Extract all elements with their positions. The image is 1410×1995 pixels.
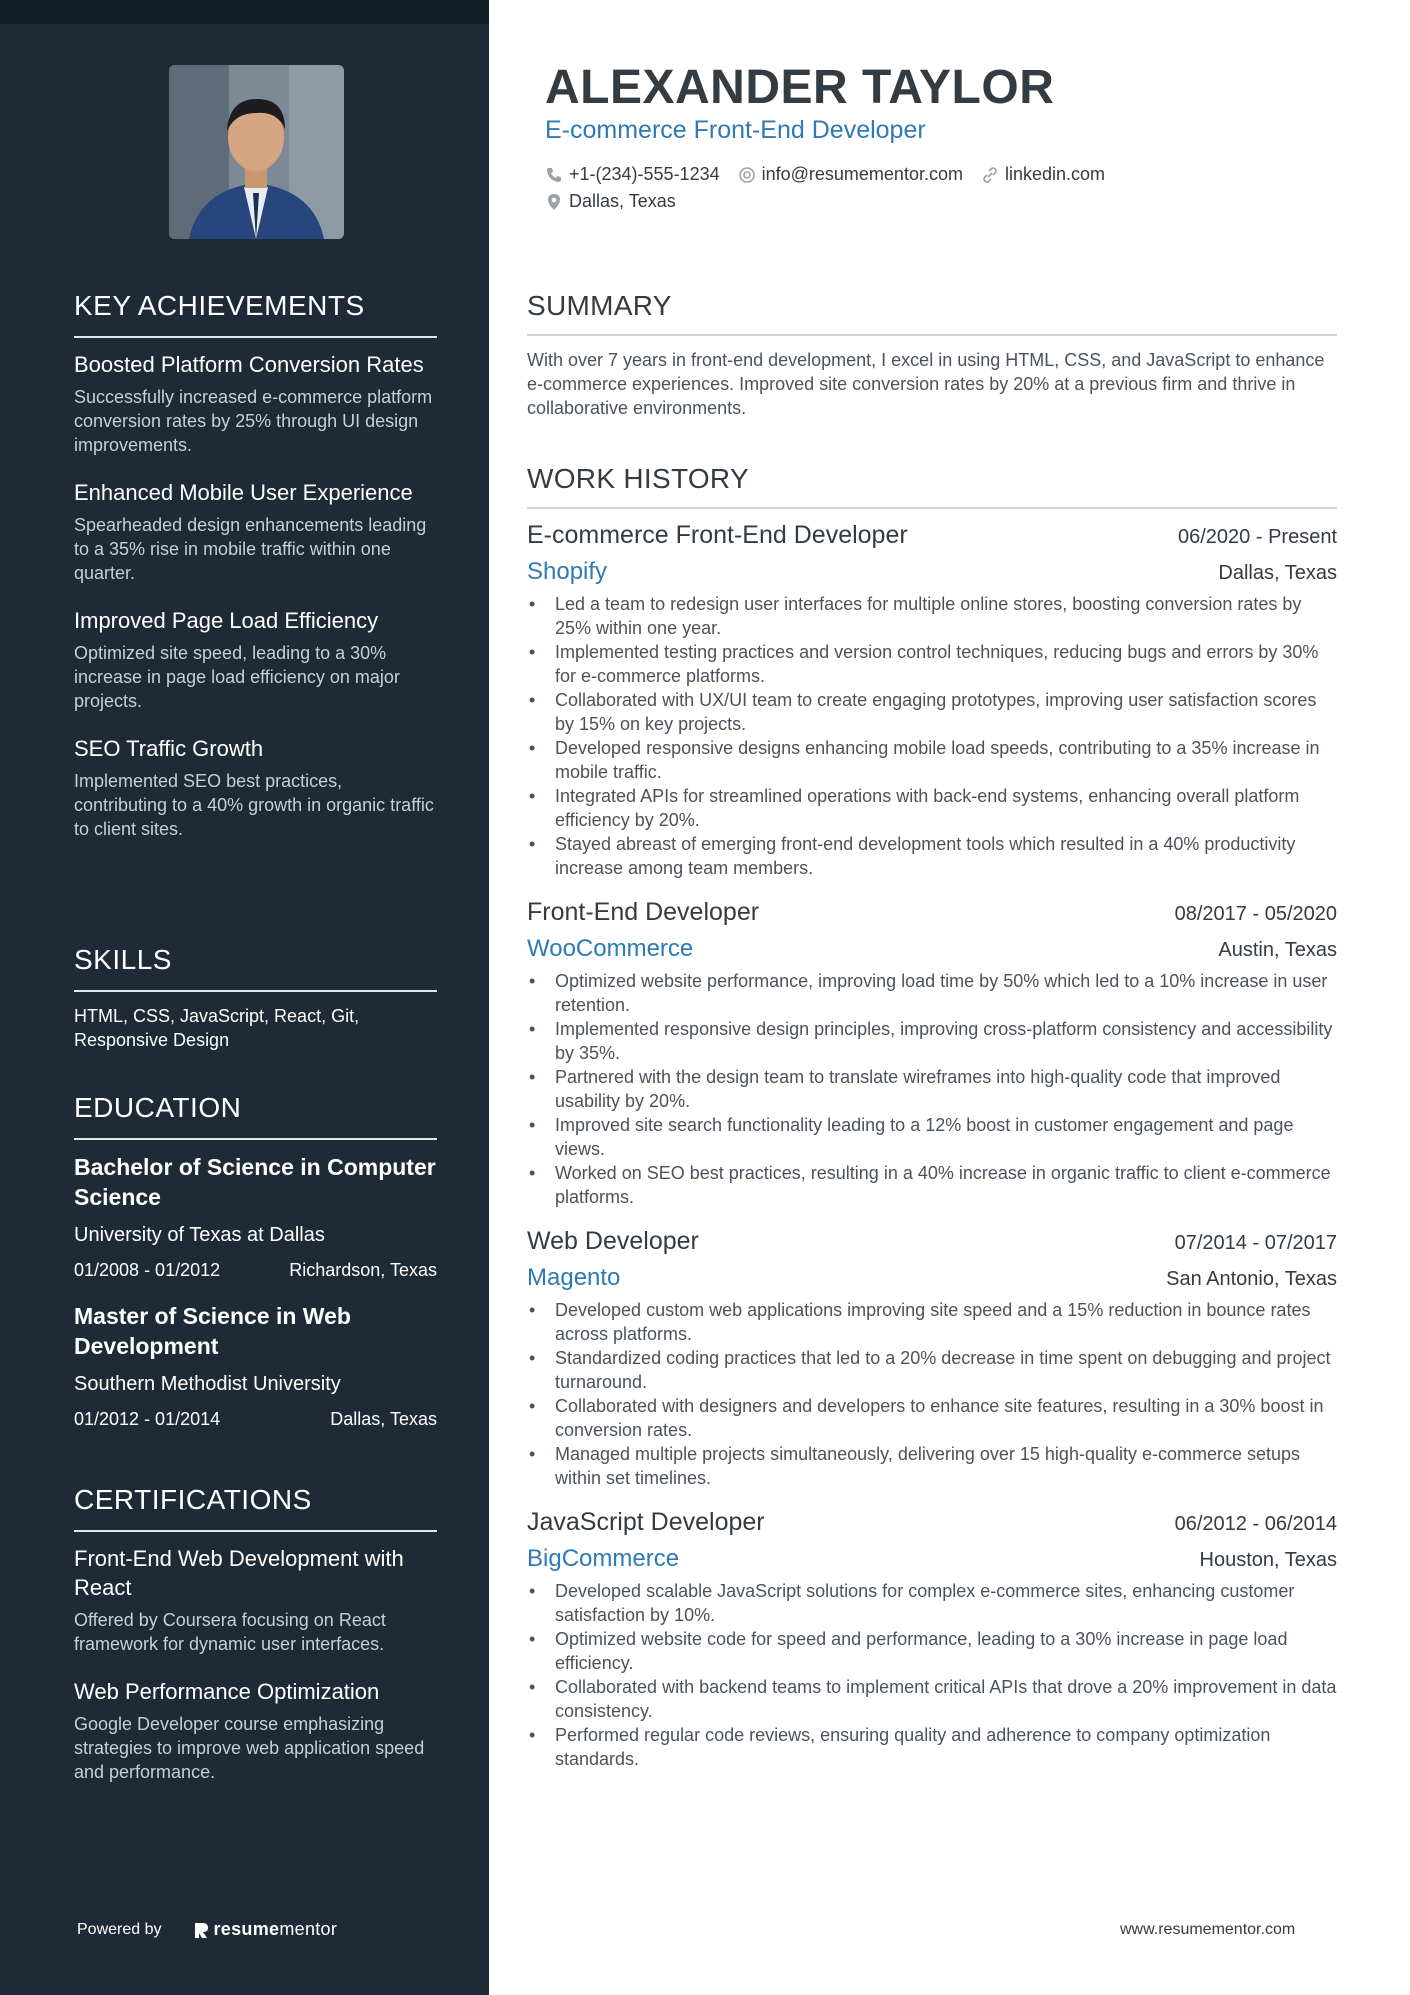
sidebar (0, 0, 489, 1995)
summary-section (527, 290, 1337, 420)
job-bullet: • Standardized coding practices that led to a 20% decrease in time spent on debugging and project turnaround. (555, 1346, 1337, 1394)
achievement-title: Boosted Platform Conversion Rates (74, 352, 424, 377)
contact-location (545, 191, 676, 212)
education-degree: Bachelor of Science in Computer Science (74, 1154, 436, 1210)
achievement-item (74, 606, 437, 713)
summary-text: With over 7 years in front-end development, I excel in using HTML, CSS, and JavaScript to enhance e-commerce experiences. Improved site conversion rates by 20% at a previous firm and thrive in collaborative environments. (527, 350, 1325, 418)
job-bullet: • Collaborated with backend teams to implement critical APIs that drove a 20% improvement in data consistency. (555, 1675, 1337, 1723)
skills-list: HTML, CSS, JavaScript, React, Git, Responsive Design (74, 1006, 360, 1050)
candidate-title: E-commerce Front-End Developer (545, 116, 926, 144)
job-bullet: • Developed custom web applications improving site speed and a 15% reduction in bounce rates across platforms. (555, 1298, 1337, 1346)
job-bullet: • Worked on SEO best practices, resulting in a 40% increase in organic traffic to client e-commerce platforms. (555, 1161, 1337, 1209)
job-entry (527, 898, 1337, 1209)
job-location: San Antonio, Texas (1166, 1268, 1337, 1290)
job-company: BigCommerce (527, 1545, 680, 1572)
certification-desc: Google Developer course emphasizing strategies to improve web application speed and performance. (74, 1714, 425, 1782)
job-bullet: • Developed scalable JavaScript solutions for complex e-commerce sites, enhancing customer satisfaction by 10%. (555, 1579, 1337, 1627)
job-company: Magento (527, 1264, 621, 1291)
achievement-item (74, 478, 437, 585)
job-bullet: • Developed responsive designs enhancing mobile load speeds, contributing to a 35% increase in mobile traffic. (555, 736, 1337, 784)
contact-row-2 (545, 191, 676, 212)
job-bullet: • Integrated APIs for streamlined operations with back-end systems, enhancing overall platform efficiency by 20%. (555, 784, 1337, 832)
skills-heading: SKILLS (74, 944, 437, 992)
job-bullet: • Improved site search functionality leading to a 12% boost in customer engagement and page views. (555, 1113, 1337, 1161)
job-title: Web Developer (527, 1227, 699, 1255)
job-bullets (527, 969, 1337, 1209)
work-history-heading: WORK HISTORY (527, 463, 1337, 509)
job-bullet: • Performed regular code reviews, ensuring quality and adherence to company optimization standards. (555, 1723, 1337, 1771)
education-school: University of Texas at Dallas (74, 1224, 325, 1246)
education-school: Southern Methodist University (74, 1373, 341, 1395)
at-icon (738, 166, 756, 184)
job-entry (527, 1227, 1337, 1490)
achievement-title: SEO Traffic Growth (74, 736, 264, 761)
profile-photo (169, 65, 344, 239)
powered-by-label: Powered by (77, 1920, 162, 1938)
candidate-name: ALEXANDER TAYLOR (545, 61, 1055, 114)
achievement-item (74, 734, 437, 841)
education-item (74, 1152, 437, 1281)
skills-section (74, 944, 437, 1052)
achievement-item (74, 350, 437, 457)
education-dates: 01/2008 - 01/2012 (74, 1260, 221, 1280)
job-location: Dallas, Texas (1218, 562, 1337, 584)
job-bullet: • Optimized website performance, improving load time by 50% which led to a 10% increase in user retention. (555, 969, 1337, 1017)
contact-linkedin[interactable] (981, 164, 1105, 185)
job-bullet: • Implemented testing practices and version control techniques, reducing bugs and errors by 30% for e-commerce platforms. (555, 640, 1337, 688)
contact-row (545, 164, 1105, 185)
work-history-section (527, 463, 1337, 1789)
job-bullets (527, 592, 1337, 880)
job-bullet: • Partnered with the design team to translate wireframes into high-quality code that improved usability by 20%. (555, 1065, 1337, 1113)
achievement-desc: Successfully increased e-commerce platform conversion rates by 25% through UI design improvements. (74, 387, 433, 455)
linkedin-text: linkedin.com (1004, 164, 1106, 184)
achievement-desc: Spearheaded design enhancements leading to a 35% rise in mobile traffic within one quarter. (74, 515, 427, 583)
job-bullet: • Managed multiple projects simultaneously, delivering over 15 high-quality e-commerce setups within set timelines. (555, 1442, 1337, 1490)
education-dates: 01/2012 - 01/2014 (74, 1409, 221, 1429)
achievements-section (74, 290, 437, 862)
brand-bold: resume (213, 1919, 280, 1939)
link-icon (981, 166, 999, 184)
job-bullet: • Implemented responsive design principles, improving cross-platform consistency and accessibility by 35%. (555, 1017, 1337, 1065)
achievement-desc: Optimized site speed, leading to a 30% increase in page load efficiency on major projects. (74, 643, 400, 711)
job-dates: 07/2014 - 07/2017 (1174, 1232, 1337, 1254)
certifications-heading: CERTIFICATIONS (74, 1484, 437, 1532)
job-title: E-commerce Front-End Developer (527, 521, 908, 549)
education-degree: Master of Science in Web Development (74, 1303, 351, 1359)
contact-email[interactable] (738, 164, 963, 185)
certification-title: Front-End Web Development with React (74, 1546, 404, 1600)
job-dates: 06/2020 - Present (1178, 526, 1337, 548)
education-location: Richardson, Texas (289, 1260, 437, 1280)
brand-logo[interactable] (192, 1919, 338, 1940)
certification-title: Web Performance Optimization (74, 1679, 380, 1704)
education-location: Dallas, Texas (330, 1409, 437, 1429)
brand-rest: mentor (279, 1919, 338, 1939)
job-bullets (527, 1579, 1337, 1771)
phone-text: +1-(234)-555-1234 (569, 164, 720, 184)
certifications-section (74, 1484, 437, 1805)
job-bullet: • Optimized website code for speed and performance, leading to a 30% increase in page load efficiency. (555, 1627, 1337, 1675)
footer-website-link[interactable]: www.resumementor.com (1120, 1921, 1296, 1938)
job-dates: 06/2012 - 06/2014 (1174, 1513, 1337, 1535)
job-title: JavaScript Developer (527, 1508, 765, 1536)
certification-desc: Offered by Coursera focusing on React framework for dynamic user interfaces. (74, 1610, 386, 1654)
job-entry (527, 1508, 1337, 1771)
location-pin-icon (545, 193, 563, 211)
job-entry (527, 521, 1337, 880)
job-dates: 08/2017 - 05/2020 (1174, 903, 1337, 925)
summary-heading: SUMMARY (527, 290, 1337, 336)
job-company: WooCommerce (527, 935, 694, 962)
certification-item (74, 1677, 437, 1784)
job-location: Houston, Texas (1199, 1549, 1337, 1571)
job-bullet: • Stayed abreast of emerging front-end development tools which resulted in a 40% productivity increase among team members. (555, 832, 1337, 880)
education-heading: EDUCATION (74, 1092, 437, 1140)
job-bullet: • Led a team to redesign user interfaces for multiple online stores, boosting conversion rates by 25% within one year. (555, 592, 1337, 640)
job-location: Austin, Texas (1218, 939, 1337, 961)
achievement-title: Enhanced Mobile User Experience (74, 480, 413, 505)
education-section (74, 1092, 437, 1450)
location-text: Dallas, Texas (569, 191, 676, 211)
contact-phone[interactable] (545, 164, 720, 185)
job-bullet: • Collaborated with designers and developers to enhance site features, resulting in a 30% boost in conversion rates. (555, 1394, 1337, 1442)
job-bullets (527, 1298, 1337, 1490)
resumementor-logo-icon (192, 1921, 210, 1939)
achievement-desc: Implemented SEO best practices, contributing to a 40% growth in organic traffic to client sites. (74, 771, 434, 839)
education-item (74, 1301, 437, 1430)
achievement-title: Improved Page Load Efficiency (74, 608, 379, 633)
email-text: info@resumementor.com (761, 164, 963, 184)
phone-icon (545, 166, 563, 184)
achievements-heading: KEY ACHIEVEMENTS (74, 290, 437, 338)
job-bullet: • Collaborated with UX/UI team to create engaging prototypes, improving user satisfaction scores by 15% on key projects. (555, 688, 1337, 736)
job-title: Front-End Developer (527, 898, 760, 926)
sidebar-top-strip (0, 0, 489, 24)
powered-by (77, 1919, 337, 1940)
certification-item (74, 1544, 437, 1656)
job-company: Shopify (527, 558, 608, 585)
